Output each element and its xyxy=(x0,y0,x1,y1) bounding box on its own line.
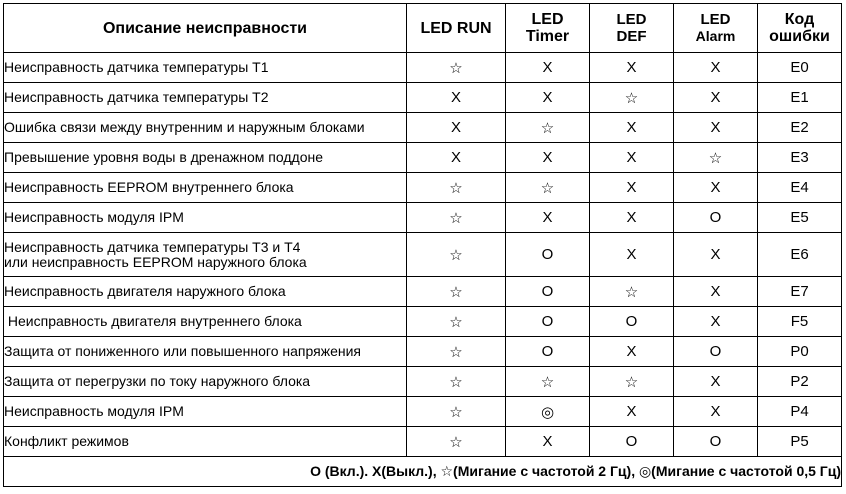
error-code: P0 xyxy=(758,337,842,367)
led-timer-state: ☆ xyxy=(506,367,590,397)
row-description xyxy=(4,233,407,277)
table-row xyxy=(4,277,842,307)
led-alarm-state: X xyxy=(674,233,758,277)
header-row xyxy=(4,4,842,53)
row-description: Неисправность двигателя внутреннего блока xyxy=(4,307,407,337)
led-run-state: ☆ xyxy=(407,307,506,337)
error-code: E3 xyxy=(758,143,842,173)
header-led-alarm xyxy=(674,4,758,53)
error-code: E1 xyxy=(758,83,842,113)
led-def-state: ☆ xyxy=(590,367,674,397)
header-led-alarm-line1: LED xyxy=(700,11,731,28)
led-alarm-state: O xyxy=(674,203,758,233)
led-def-state: ☆ xyxy=(590,83,674,113)
row-description: Конфликт режимов xyxy=(4,427,407,457)
led-run-state: ☆ xyxy=(407,427,506,457)
table-row xyxy=(4,307,842,337)
error-code: E2 xyxy=(758,113,842,143)
error-code: F5 xyxy=(758,307,842,337)
led-def-state: X xyxy=(590,143,674,173)
led-timer-state: O xyxy=(506,337,590,367)
led-timer-state: X xyxy=(506,203,590,233)
led-run-state: X xyxy=(407,113,506,143)
led-run-state: ☆ xyxy=(407,277,506,307)
error-code: P2 xyxy=(758,367,842,397)
row-description: Неисправность датчика температуры Т2 xyxy=(4,83,407,113)
led-alarm-state: X xyxy=(674,307,758,337)
led-alarm-state: X xyxy=(674,113,758,143)
led-timer-state: O xyxy=(506,277,590,307)
led-def-state: X xyxy=(590,113,674,143)
table-row xyxy=(4,203,842,233)
led-alarm-state: O xyxy=(674,427,758,457)
led-timer-state: X xyxy=(506,427,590,457)
led-timer-state: X xyxy=(506,143,590,173)
header-error-code-line1: Код xyxy=(784,11,815,28)
error-code: E6 xyxy=(758,233,842,277)
table-row xyxy=(4,397,842,427)
error-code-table xyxy=(3,3,842,487)
led-def-state: O xyxy=(590,427,674,457)
led-run-state: ☆ xyxy=(407,367,506,397)
error-code: P5 xyxy=(758,427,842,457)
header-led-timer-line1: LED xyxy=(531,11,564,28)
led-timer-state: ◎ xyxy=(506,397,590,427)
header-led-run: LED RUN xyxy=(407,4,506,53)
led-timer-state: X xyxy=(506,53,590,83)
error-code: E5 xyxy=(758,203,842,233)
error-code: E0 xyxy=(758,53,842,83)
led-timer-state: X xyxy=(506,83,590,113)
led-def-state: X xyxy=(590,397,674,427)
led-alarm-state: O xyxy=(674,337,758,367)
table-row xyxy=(4,83,842,113)
row-description: Защита от перегрузки по току наружного блока xyxy=(4,367,407,397)
led-run-state: ☆ xyxy=(407,53,506,83)
led-run-state: ☆ xyxy=(407,233,506,277)
error-code: P4 xyxy=(758,397,842,427)
led-run-state: X xyxy=(407,83,506,113)
led-run-state: X xyxy=(407,143,506,173)
header-error-code xyxy=(758,4,842,53)
table-row xyxy=(4,113,842,143)
table-row xyxy=(4,337,842,367)
table-row xyxy=(4,53,842,83)
led-run-state: ☆ xyxy=(407,397,506,427)
error-code: E7 xyxy=(758,277,842,307)
led-timer-state: ☆ xyxy=(506,173,590,203)
led-alarm-state: X xyxy=(674,83,758,113)
row-description: Неисправность EEPROM внутреннего блока xyxy=(4,173,407,203)
header-led-alarm-line2: Alarm xyxy=(695,28,736,44)
header-led-def-line2: DEF xyxy=(616,28,647,45)
error-code: E4 xyxy=(758,173,842,203)
legend-row xyxy=(4,457,842,487)
led-alarm-state: X xyxy=(674,397,758,427)
table-row xyxy=(4,173,842,203)
led-def-state: O xyxy=(590,307,674,337)
led-def-state: X xyxy=(590,203,674,233)
table-row xyxy=(4,427,842,457)
header-description: Описание неисправности xyxy=(4,4,407,53)
led-timer-state: O xyxy=(506,233,590,277)
led-alarm-state: X xyxy=(674,367,758,397)
row-description: Неисправность датчика температуры Т1 xyxy=(4,53,407,83)
led-run-state: ☆ xyxy=(407,337,506,367)
led-def-state: X xyxy=(590,173,674,203)
led-def-state: ☆ xyxy=(590,277,674,307)
led-alarm-state: X xyxy=(674,53,758,83)
led-alarm-state: X xyxy=(674,173,758,203)
header-led-timer xyxy=(506,4,590,53)
row-description: Защита от пониженного или повышенного напряжения xyxy=(4,337,407,367)
legend-text: O (Вкл.). X(Выкл.), ☆(Мигание с частотой 2 Гц), ◎(Мигание с частотой 0,5 Гц) xyxy=(4,457,842,487)
led-run-state: ☆ xyxy=(407,173,506,203)
led-timer-state: O xyxy=(506,307,590,337)
led-timer-state: ☆ xyxy=(506,113,590,143)
header-led-def-line1: LED xyxy=(616,11,647,28)
table-row xyxy=(4,367,842,397)
header-error-code-line2: ошибки xyxy=(769,28,830,45)
led-def-state: X xyxy=(590,233,674,277)
row-description: Неисправность модуля IPM xyxy=(4,203,407,233)
row-description: Неисправность модуля IPM xyxy=(4,397,407,427)
header-led-timer-line2: Timer xyxy=(525,28,570,45)
led-run-state: ☆ xyxy=(407,203,506,233)
led-def-state: X xyxy=(590,53,674,83)
row-description: Неисправность двигателя наружного блока xyxy=(4,277,407,307)
table-row xyxy=(4,233,842,277)
row-description-line2: или неисправность EEPROM наружного блока xyxy=(4,253,307,270)
row-description: Превышение уровня воды в дренажном поддоне xyxy=(4,143,407,173)
led-alarm-state: ☆ xyxy=(674,143,758,173)
row-description: Ошибка связи между внутренним и наружным блоками xyxy=(4,113,407,143)
table-row xyxy=(4,143,842,173)
row-description-line1: Неисправность датчика температуры Т3 и Т4 xyxy=(4,238,301,255)
led-def-state: X xyxy=(590,337,674,367)
header-led-def xyxy=(590,4,674,53)
led-alarm-state: X xyxy=(674,277,758,307)
